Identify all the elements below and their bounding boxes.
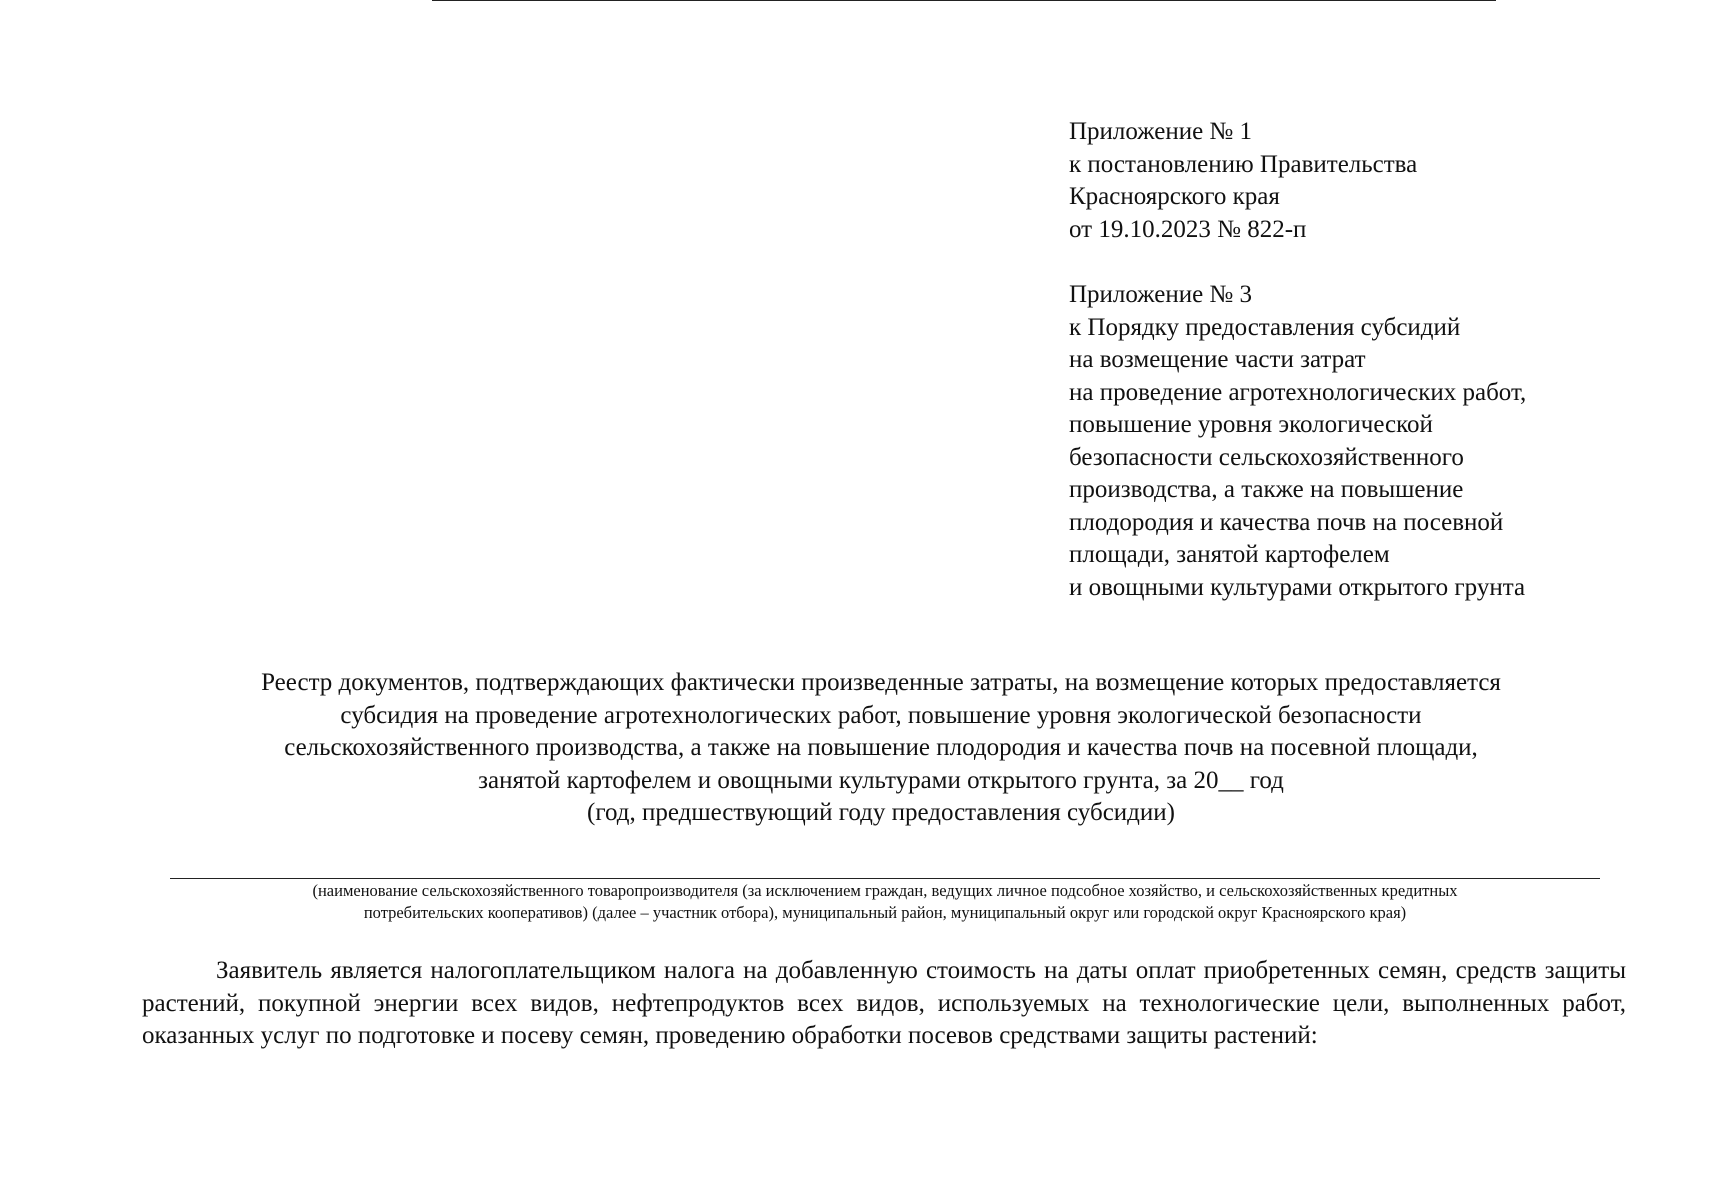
attachment-1-line: Красноярского края <box>1069 183 1280 210</box>
attachment-3-line: к Порядку предоставления субсидий <box>1069 313 1461 341</box>
attachment-3-line: повышение уровня экологической <box>1069 411 1433 438</box>
attachment-1-line: Приложение № 1 <box>1069 118 1253 145</box>
attachment-1-line: от 19.10.2023 № 822-п <box>1069 215 1307 243</box>
attachment-3-line: Приложение № 3 <box>1069 281 1253 308</box>
applicant-caption <box>160 880 1610 924</box>
applicant-name-line <box>170 878 1600 879</box>
vat-statement-paragraph: Заявитель является налогоплательщиком налога на добавленную стоимость на даты оплат приобретенных семян, средств защиты растений, покупной энергии всех видов, нефтепродуктов всех видов, используемых на технологические цели, выполненных работ, оказанных услуг по подготовке и посеву семян, проведению обработки посевов средствами защиты растений: <box>142 957 1626 1049</box>
register-title-line: субсидия на проведение агротехнологических работ, повышение уровня экологической безопасности <box>340 701 1422 729</box>
attachment-3-line: плодородия и качества почв на посевной <box>1069 508 1504 536</box>
register-title-line: занятой картофелем и овощными культурами открытого грунта, за 20__ год <box>478 766 1284 794</box>
register-title <box>150 667 1612 830</box>
attachment-3-line: производства, а также на повышение <box>1069 476 1464 503</box>
attachment-3-line: площади, занятой картофелем <box>1069 541 1390 568</box>
applicant-caption-line: (наименование сельскохозяйственного товаропроизводителя (за исключением граждан, ведущих личное подсобное хозяйство, и сельскохозяйственных кредитных <box>312 881 1458 900</box>
attachment-1-heading <box>1069 116 1629 246</box>
top-border-line <box>432 0 1496 1</box>
attachment-3-line: на возмещение части затрат <box>1069 346 1366 373</box>
attachment-3-line: и овощными культурами открытого грунта <box>1069 573 1526 601</box>
attachment-3-line: безопасности сельскохозяйственного <box>1069 443 1464 471</box>
attachment-1-line: к постановлению Правительства <box>1069 150 1418 178</box>
register-title-line: сельскохозяйственного производства, а также на повышение плодородия и качества почв на посевной площади, <box>284 734 1478 761</box>
attachment-3-heading <box>1069 279 1629 604</box>
applicant-caption-line: потребительских кооперативов) (далее – участник отбора), муниципальный район, муниципальный округ или городской округ Красноярского края) <box>363 903 1407 922</box>
register-title-note: (год, предшествующий году предоставления субсидии) <box>587 799 1175 826</box>
attachment-3-line: на проведение агротехнологических работ, <box>1069 378 1527 406</box>
register-title-line: Реестр документов, подтверждающих фактически произведенные затраты, на возмещение которых предоставляется <box>261 669 1501 696</box>
